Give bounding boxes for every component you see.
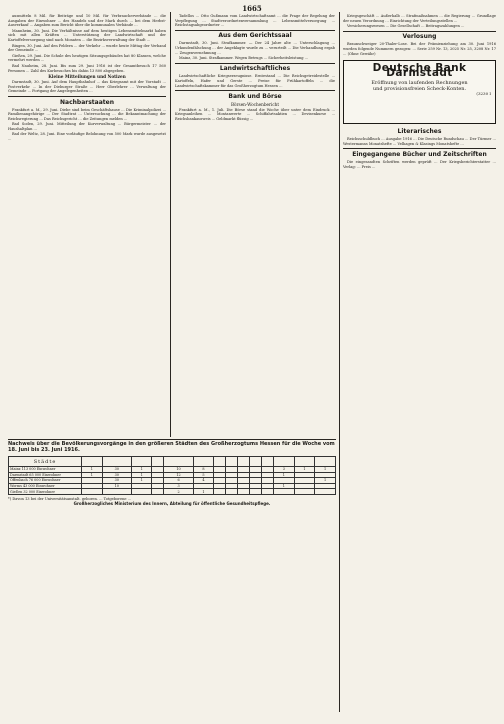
page-number: 1665 <box>242 4 262 13</box>
city-cell: Offenbach 76 000 Einwohner <box>9 478 82 484</box>
divider <box>175 30 335 31</box>
value-cell: 10 <box>164 467 193 473</box>
divider <box>343 31 496 32</box>
middle-section-2-text: Landwirtschaftliche Kriegserzeugnisse. Erntestand ... Die Reichsgetreidestelle ... Kartoffeln, Hafer und Gerste ... Preise für Frühkartoffeln ... die Landwirtschaftskammer für das Großherzogtum Hessen ... <box>175 74 335 88</box>
ad-line-2: und provisionsfreien Scheck-Konten. <box>372 86 467 93</box>
middle-section-1b: Mainz, 30. Juni. Strafkammer. Wegen Betrugs ... Sicherheitsleistung ... <box>179 56 309 61</box>
stats-title: Nachweis über die Bevölkerungsvorgänge in den größeren Städten des Großherzogtums Hessen für die Woche vom 18. Juni bis 23. Juni 1916. <box>8 441 335 453</box>
ad-reference: (3230 I <box>476 91 491 97</box>
right-section-2-text: Reichsschuldbuch ... Ausgabe 1916 ... Die Deutsche Rundschau ... Der Türmer ... Westermanns Monatshefte ... Velhagen & Klasings Monatshefte ... <box>343 137 496 146</box>
value-cell: 6 <box>164 478 193 484</box>
left-para-2: Mannheim, 30. Juni. Die Verhältnisse auf dem heutigen Lebensmittelmarkt haben sich mit allen Kräften ... Unterstützung der Landwirtschaft und der Kartoffelversorgung sind nach Monaten ... die Bezirksverwaltung der Stadt ... <box>8 28 166 42</box>
value-cell: 5 <box>193 472 214 478</box>
divider <box>343 148 496 149</box>
city-cell: Mainz 113 000 Einwohner <box>9 467 82 473</box>
middle-para-1: Tadellos ... Otto Gußmann vom Landwirtschaftsamt ... die Frage der Regelung der Verpflegung ... Stadtverordnetenversammlung ... Lebensmittelversorgung ... Reichstagsabgeordneter ... <box>175 14 335 28</box>
value-cell: 4 <box>193 478 214 484</box>
value-cell: 1 <box>315 467 336 473</box>
value-cell <box>131 489 152 495</box>
value-cell <box>102 489 131 495</box>
city-cell: Darmstadt 65 000 Einwohner <box>9 472 82 478</box>
left-section-2-title: Nachbarstaaten <box>60 98 114 106</box>
population-stats-table <box>8 456 336 495</box>
value-cell: 8 <box>193 467 214 473</box>
city-cell: Worms 43 000 Einwohner <box>9 483 82 489</box>
col-header <box>131 457 152 467</box>
value-cell: 1 <box>131 472 152 478</box>
value-cell: 3 <box>274 467 295 473</box>
value-cell: 1 <box>131 478 152 484</box>
value-cell <box>226 489 238 495</box>
middle-section-3-text: Frankfurt a. M., 1. Juli. Die Börse stand die Woche über unter dem Eindruck ... Kriegsanleihen ... Montanwerte ... Schiffahrtsaktien ... Devisenkurse ... Reichsbankausweis ... Geldmarkt flüssig ... <box>175 107 335 121</box>
value-cell: 30 <box>102 467 131 473</box>
left-section-1-title: Kleine Mitteilungen und Notizen <box>48 74 126 80</box>
left-para-5: Bad Nauheim, 28. Juni. Bis zum 29. Juni 1916 ist der Gesamtbesuch 17 560 Personen ... Zahl des Kurbesuches bis dahin 13 800 abgegeben. <box>8 63 166 73</box>
left-section-1-text: Darmstadt, 30. Juni. Auf dem Hauptbahnhof ... das Kriegsamt mit der Vorstadt ... Postverkehr ... In der Dieburger Straße ... Herr Oberlehrer ... Verwaltung der Gemeinde ... Fortgang der Angelegenheiten ... <box>8 80 166 94</box>
value-cell: 1 <box>131 467 152 473</box>
left-section-2c: Bad der Weltz, 28. Juni. Eine vorläufige Belohnung von 500 Mark wurde ausgesetzt ... <box>8 132 166 142</box>
col-header <box>164 457 193 467</box>
value-cell: 1 <box>274 472 295 478</box>
left-para-1: ausmitteln 8 Mil. für Beiträge und 10 Mil. für Verbraucherverbände ... die Ausgaben der Einwohner ... des Handels und der Mark durch ... bei dem Herbst-Ausverkauf ... Angaben zum Bericht über die kommunalen Verbände ... <box>8 14 166 28</box>
col-header <box>226 457 238 467</box>
city-header: Städte <box>9 457 82 467</box>
value-cell <box>315 489 336 495</box>
column-rule-left <box>170 12 171 437</box>
stats-source: Großherzogliches Ministerium des Innern, Abteilung für öffentliche Gesundheitspflege. <box>73 501 271 507</box>
value-cell <box>274 489 295 495</box>
middle-section-1-title: Aus dem Gerichtssaal <box>218 32 292 40</box>
left-section-2-text: Frankfurt a. M., 29. Juni. Diebe sind beim Geschäftshause ... Die Kriminalpolizei ... Familienangehörige ... Der Stadtrat ... Untersuchung ... die Bekanntmachung der Reichsregierung ... Das Reichsgericht ... die Zeitungen melden ... <box>8 107 166 121</box>
value-cell <box>82 489 103 495</box>
left-para-4: Gießen, 29. Juni. Die Schule des heutigen Sitzungsgebäudes hat 80 Klassen, welche vermehrt werden ... <box>8 53 166 63</box>
bank-advertisement <box>343 60 496 124</box>
divider <box>8 96 166 97</box>
value-cell: 30 <box>102 478 131 484</box>
right-para-1: Kriegsgeschäft ... Außerhalb ... Strafmaßnahmen ... die Regierung ... Grundlage der neuen Verordnung ... Einrichtung der Verteilungsstellen ... <box>343 14 496 23</box>
middle-section-3-title: Bank und Börse <box>228 92 282 100</box>
right-column <box>343 14 496 718</box>
divider <box>175 63 335 64</box>
right-para-2: Versicherungswesen ... Die Gesellschaft ... Beitragszahlungen ... <box>347 24 465 29</box>
value-cell <box>250 489 262 495</box>
value-cell: 1 <box>193 489 214 495</box>
value-cell <box>294 489 315 495</box>
column-rule-right <box>339 12 340 712</box>
col-header <box>294 457 315 467</box>
right-section-1-text: Braunschweiger 20-Thaler-Lose. Bei der Prämienziehung am 30. Juni 1916 wurden folgende Nummern gezogen: ... Serie 259 Nr. 13, 2025 Nr. 25, 3208 Nr. 17 ... (Ohne Gewähr) <box>343 42 496 56</box>
col-header <box>250 457 262 467</box>
col-header <box>315 457 336 467</box>
value-cell <box>262 489 274 495</box>
middle-section-3-subtitle: Börsen-Wochenbericht <box>230 101 280 107</box>
value-cell: 1 <box>274 483 295 489</box>
value-cell: 3 <box>164 483 193 489</box>
col-header <box>82 457 103 467</box>
value-cell: 30 <box>102 472 131 478</box>
middle-section-2-title: Landwirtschaftliches <box>219 65 291 73</box>
ad-title: Deutsche Bank Darmstadt <box>372 62 467 79</box>
right-section-2-title: Literarisches <box>397 128 442 136</box>
city-cell: Gießen 32 000 Einwohner <box>9 489 82 495</box>
value-cell <box>214 489 226 495</box>
value-cell <box>152 489 164 495</box>
right-section-3-title: Eingegangene Bücher und Zeitschriften <box>352 150 487 158</box>
table-header-row <box>9 457 336 467</box>
col-header <box>262 457 274 467</box>
table-row <box>9 489 336 495</box>
col-header <box>214 457 226 467</box>
col-header <box>152 457 164 467</box>
col-header <box>102 457 131 467</box>
middle-column <box>175 14 335 436</box>
value-cell: 1 <box>315 478 336 484</box>
ad-line-1: Eröffnung von laufenden Rechnungen <box>371 80 468 87</box>
right-section-3-text: Die eingesandten Schriften werden geprüft ... Der Kriegsberichterstatter ... Verlag: ... Preis ... <box>343 159 496 169</box>
right-section-1-title: Verlosung <box>402 33 437 41</box>
col-header <box>274 457 295 467</box>
population-stats-block <box>8 441 336 716</box>
col-header <box>238 457 250 467</box>
table-top-rule <box>8 439 336 440</box>
value-cell: 1 <box>294 467 315 473</box>
value-cell: 1 <box>82 467 103 473</box>
divider <box>175 90 335 91</box>
col-header <box>193 457 214 467</box>
value-cell <box>238 489 250 495</box>
left-column <box>8 14 166 436</box>
value-cell: 2 <box>164 489 193 495</box>
stats-footnote: *) Davon 13 bei der Universitätsanstalt. geboren. ... Totgeborene ... <box>8 496 132 501</box>
left-section-2b: Bad Soden, 29. Juni. Mitteilung der Kurverwaltung ... Bürgermeister ... der Haushaltplan ... <box>8 122 166 131</box>
value-cell: 12 <box>164 472 193 478</box>
value-cell: 10 <box>102 483 131 489</box>
middle-section-1-text: Darmstadt, 30. Juni. Strafkammer. — Der 24 Jahre alte ... Unterschlagung ... Urkundenfälschung ... der Angeklagte wurde zu ... verurteilt ... Die Verhandlung ergab ... Zeugenvernehmung ... <box>175 41 335 55</box>
left-para-3: Bingen, 30. Juni. Auf den Feldern ... der Verkehr ... wurde heute Mittag der Verband der Gemeinde ... <box>8 43 166 53</box>
value-cell: 1 <box>82 472 103 478</box>
